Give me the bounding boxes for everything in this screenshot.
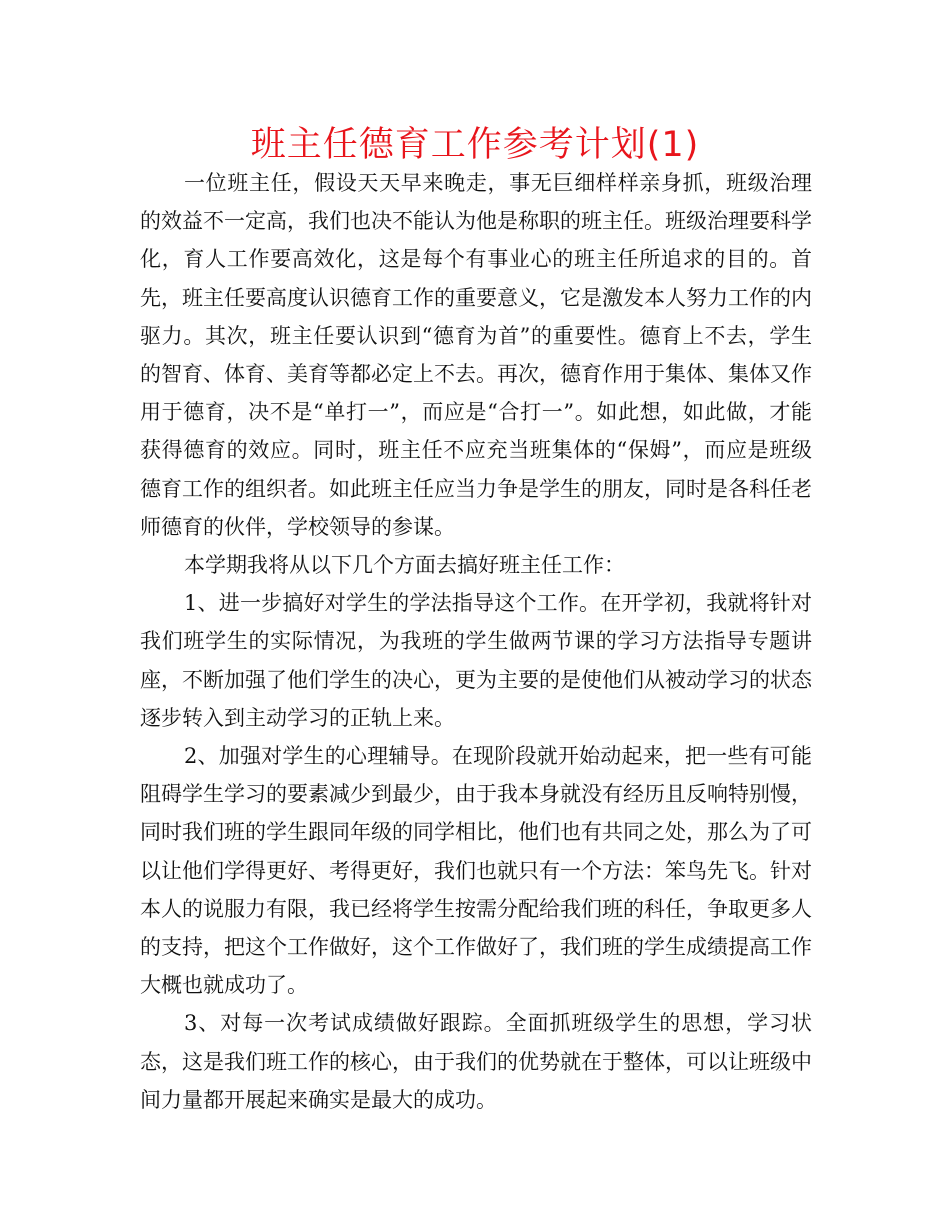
paragraph-intro: 一位班主任，假设天天早来晚走，事无巨细样样亲身抓，班级治理的效益不一定高，我们也决不能认为他是称职的班主任。班级治理要科学化，育人工作要高效化，这是每个有事业心的班主任所追求的目的。首先，班主任要高度认识德育工作的重要意义，它是激发本人努力工作的内驱力。其次，班主任要认识到“德育为首”的重要性。德育上不去，学生的智育、体育、美育等都必定上不去。再次，德育作用于集体、集体又作用于德育，决不是“单打一”，而应是“合打一”。如此想，如此做，才能获得德育的效应。同时，班主任不应充当班集体的“保姆”，而应是班级德育工作的组织者。如此班主任应当力争是学生的朋友，同时是各科任老师德育的伙伴，学校领导的参谋。 [140, 171, 812, 539]
document-title: 班主任德育工作参考计划(1) [250, 125, 700, 165]
paragraph-item-3: 3、对每一次考试成绩做好跟踪。全面抓班级学生的思想，学习状态，这是我们班工作的核心，由于我们的优势就在于整体，可以让班级中间力量都开展起来确实是最大的成功。 [140, 1011, 812, 1112]
paragraph-item-2: 2、加强对学生的心理辅导。在现阶段就开始动起来，把一些有可能阻碍学生学习的要素减少到最少，由于我本身就没有经历且反响特别慢，同时我们班的学生跟同年级的同学相比，他们也有共同之处，那么为了可以让他们学得更好、考得更好，我们也就只有一个方法：笨鸟先飞。针对本人的说服力有限，我已经将学生按需分配给我们班的科任，争取更多人的支持，把这个工作做好，这个工作做好了，我们班的学生成绩提高工作大概也就成功了。 [140, 744, 812, 998]
paragraph-plan-lead: 本学期我将从以下几个方面去搞好班主任工作： [184, 553, 625, 578]
paragraph-item-1: 1、进一步搞好对学生的学法指导这个工作。在开学初，我就将针对我们班学生的实际情况，为我班的学生做两节课的学习方法指导专题讲座，不断加强了他们学生的决心，更为主要的是使他们从被动学习的状态逐步转入到主动学习的正轨上来。 [140, 591, 812, 730]
document-body [140, 164, 812, 1119]
